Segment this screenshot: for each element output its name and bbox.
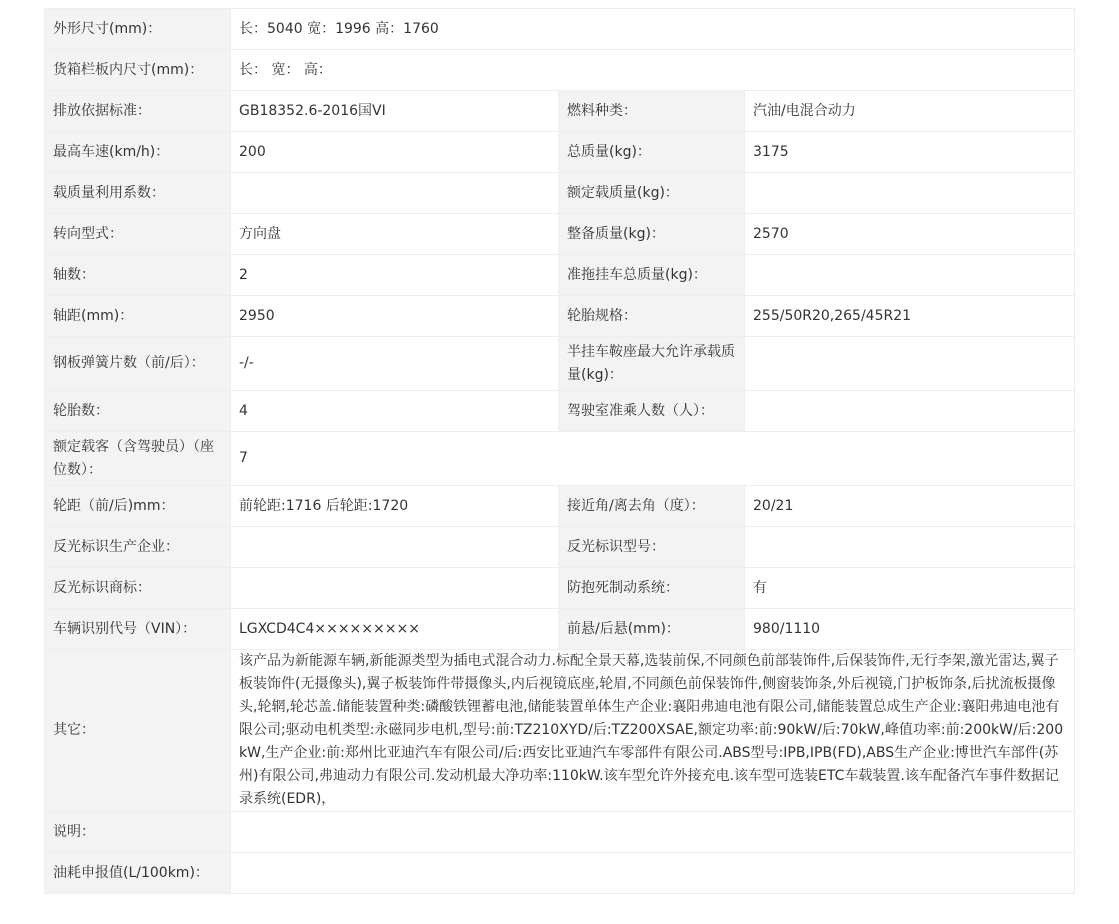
spec-label: 其它： xyxy=(45,650,231,812)
spec-label: 燃料种类： xyxy=(559,91,745,132)
spec-label: 轮胎数： xyxy=(45,391,231,432)
spec-table-body xyxy=(45,9,1075,894)
spec-row xyxy=(45,650,1075,812)
vehicle-spec-table xyxy=(44,8,1075,894)
spec-value: 有 xyxy=(745,568,1075,609)
spec-label: 接近角/离去角（度）： xyxy=(559,486,745,527)
spec-value: GB18352.6-2016国VI xyxy=(231,91,559,132)
spec-row xyxy=(45,527,1075,568)
spec-row xyxy=(45,568,1075,609)
spec-label: 车辆识别代号（VIN）： xyxy=(45,609,231,650)
spec-value: 2950 xyxy=(231,296,559,337)
spec-row xyxy=(45,486,1075,527)
spec-value xyxy=(231,173,559,214)
spec-value xyxy=(231,527,559,568)
spec-value: 980/1110 xyxy=(745,609,1075,650)
spec-value: 长： 宽： 高： xyxy=(231,50,1075,91)
spec-label: 轴距(mm)： xyxy=(45,296,231,337)
spec-row xyxy=(45,391,1075,432)
spec-label: 钢板弹簧片数（前/后）： xyxy=(45,337,231,391)
spec-label: 防抱死制动系统： xyxy=(559,568,745,609)
spec-value xyxy=(745,337,1075,391)
spec-row xyxy=(45,132,1075,173)
spec-label: 整备质量(kg)： xyxy=(559,214,745,255)
spec-value: 4 xyxy=(231,391,559,432)
spec-value: 前轮距:1716 后轮距:1720 xyxy=(231,486,559,527)
spec-row xyxy=(45,337,1075,391)
spec-value: 方向盘 xyxy=(231,214,559,255)
spec-value: LGXCD4C4××××××××× xyxy=(231,609,559,650)
spec-value: 255/50R20,265/45R21 xyxy=(745,296,1075,337)
spec-row xyxy=(45,91,1075,132)
spec-label: 准拖挂车总质量(kg)： xyxy=(559,255,745,296)
spec-value: 20/21 xyxy=(745,486,1075,527)
spec-row xyxy=(45,214,1075,255)
spec-label: 额定载客（含驾驶员）（座位数）： xyxy=(45,432,231,486)
spec-label: 轮距（前/后)mm： xyxy=(45,486,231,527)
spec-value: 2570 xyxy=(745,214,1075,255)
spec-label: 载质量利用系数： xyxy=(45,173,231,214)
spec-value: 2 xyxy=(231,255,559,296)
spec-label: 反光标识商标： xyxy=(45,568,231,609)
spec-label: 反光标识型号： xyxy=(559,527,745,568)
spec-label: 转向型式： xyxy=(45,214,231,255)
spec-row xyxy=(45,296,1075,337)
spec-value: 200 xyxy=(231,132,559,173)
spec-value xyxy=(745,527,1075,568)
spec-row xyxy=(45,173,1075,214)
spec-row xyxy=(45,609,1075,650)
spec-value xyxy=(745,391,1075,432)
spec-label: 额定载质量(kg)： xyxy=(559,173,745,214)
spec-row xyxy=(45,812,1075,853)
spec-row xyxy=(45,9,1075,50)
spec-label: 前悬/后悬(mm)： xyxy=(559,609,745,650)
spec-value: -/- xyxy=(231,337,559,391)
spec-label: 轮胎规格： xyxy=(559,296,745,337)
spec-label: 最高车速(km/h)： xyxy=(45,132,231,173)
spec-row xyxy=(45,432,1075,486)
spec-value: 该产品为新能源车辆,新能源类型为插电式混合动力.标配全景天幕,选装前保,不同颜色前部装饰件,后保装饰件,无行李架,激光雷达,翼子板装饰件(无摄像头),翼子板装饰件带摄像头,内后视镜底座,轮眉,不同颜色前保装饰件,侧窗装饰条,外后视镜,门护板饰条,后扰流板摄像头,轮辋,轮芯盖.储能装置种类:磷酸铁锂蓄电池,储能装置单体生产企业:襄阳弗迪电池有限公司,储能装置总成生产企业:襄阳弗迪电池有限公司;驱动电机类型:永磁同步电机,型号:前:TZ210XYD/后:TZ200XSAE,额定功率:前:90kW/后:70kW,峰值功率:前:200kW/后:200kW,生产企业:前:郑州比亚迪汽车有限公司/后:西安比亚迪汽车零部件有限公司.ABS型号:IPB,IPB(FD),ABS生产企业:博世汽车部件(苏州)有限公司,弗迪动力有限公司.发动机最大净功率:110kW.该车型允许外接充电.该车型可选装ETC车载装置.该车配备汽车事件数据记录系统(EDR)， xyxy=(231,650,1075,812)
spec-label: 外形尺寸(mm)： xyxy=(45,9,231,50)
spec-label: 总质量(kg)： xyxy=(559,132,745,173)
spec-label: 驾驶室准乘人数（人）： xyxy=(559,391,745,432)
spec-label: 轴数： xyxy=(45,255,231,296)
spec-label: 排放依据标准： xyxy=(45,91,231,132)
spec-value xyxy=(745,255,1075,296)
spec-label: 半挂车鞍座最大允许承载质量(kg)： xyxy=(559,337,745,391)
spec-row xyxy=(45,853,1075,894)
spec-table-container xyxy=(44,8,1074,894)
spec-value xyxy=(231,853,1075,894)
spec-value xyxy=(231,812,1075,853)
spec-label: 说明： xyxy=(45,812,231,853)
spec-value xyxy=(745,173,1075,214)
spec-label: 反光标识生产企业： xyxy=(45,527,231,568)
spec-value: 3175 xyxy=(745,132,1075,173)
spec-label: 货箱栏板内尺寸(mm)： xyxy=(45,50,231,91)
spec-value: 长：5040 宽：1996 高：1760 xyxy=(231,9,1075,50)
spec-row xyxy=(45,255,1075,296)
spec-value: 7 xyxy=(231,432,1075,486)
spec-value xyxy=(231,568,559,609)
spec-label: 油耗申报值(L/100km)： xyxy=(45,853,231,894)
spec-row xyxy=(45,50,1075,91)
spec-value: 汽油/电混合动力 xyxy=(745,91,1075,132)
